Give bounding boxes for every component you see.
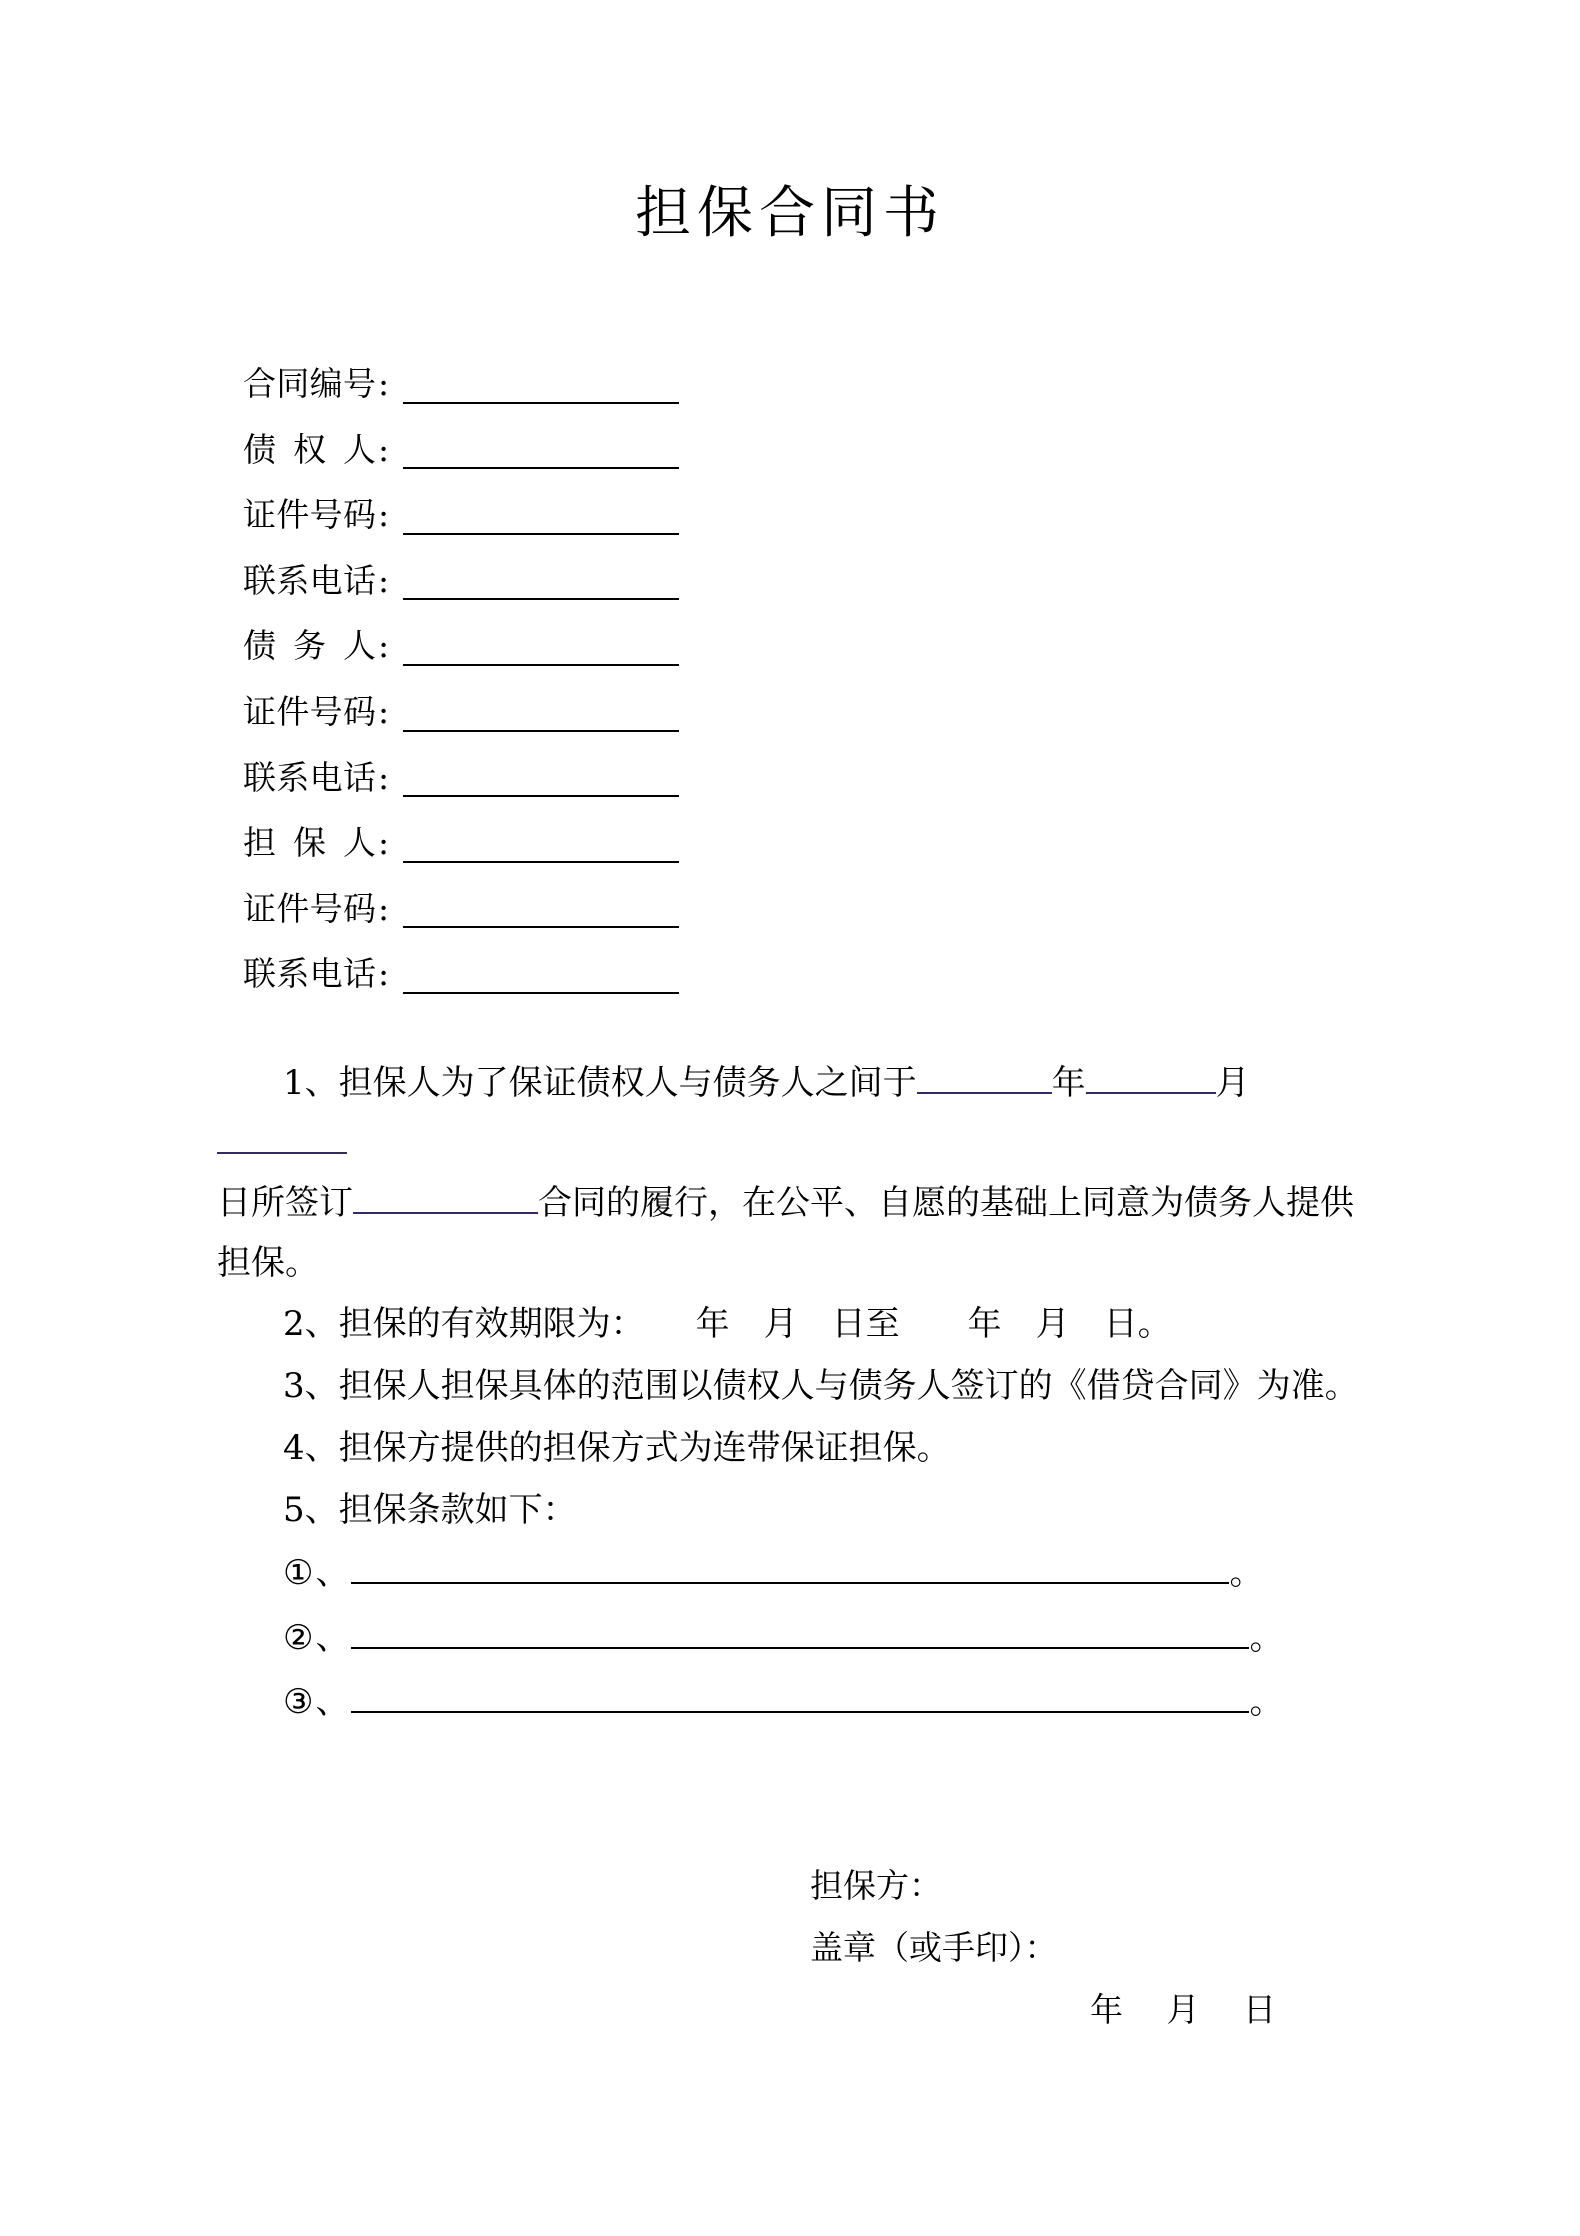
field-blank-line (403, 402, 679, 404)
field-blank-line (403, 467, 679, 469)
clause-text: 月 (1215, 1062, 1250, 1103)
field-colon: : (378, 364, 390, 403)
field-label: 联系电话 (243, 954, 376, 994)
clause-blank-line (353, 1212, 538, 1214)
clause-text: 1、担保人为了保证债权人与债务人之间于 (283, 1062, 917, 1103)
clause-blank-line (217, 1152, 347, 1154)
field-colon: : (378, 823, 390, 863)
clause-1-line (217, 1233, 1368, 1293)
field-row (243, 600, 1368, 666)
term-item (217, 1670, 1368, 1735)
field-label: 联系电话 (243, 757, 376, 797)
field-row (243, 404, 1368, 470)
field-label: 债 权 人 (243, 429, 376, 469)
term-period: 。 (1229, 1552, 1264, 1593)
field-row (243, 666, 1368, 732)
clause-2: 2、担保的有效期限为： 年 月 日至 年 月 日。 (283, 1303, 1172, 1344)
guarantor-party-label: 担保方： (810, 1865, 942, 1905)
field-colon: : (378, 495, 390, 535)
field-row (243, 797, 1368, 863)
clause-1-line (217, 1173, 1368, 1233)
field-label: 债 务 人 (243, 626, 376, 666)
field-row (243, 732, 1368, 798)
field-blank-line (403, 795, 679, 797)
clause-4: 4、担保方提供的担保方式为连带保证担保。 (283, 1427, 951, 1468)
field-colon: : (378, 626, 390, 666)
date-line: 年 月 日 (1090, 1989, 1276, 2029)
field-colon: : (378, 888, 390, 928)
clauses-section (217, 1053, 1368, 1735)
clause-1 (217, 1053, 1368, 1293)
term-item (217, 1541, 1368, 1606)
seal-or-fingerprint-label: 盖章（或手印）： (810, 1927, 1058, 1967)
clause-blank-line (917, 1092, 1052, 1094)
signature-block (217, 1855, 1368, 2041)
clause-3: 3、担保人担保具体的范围以债权人与债务人签订的《借贷合同》为准。 (283, 1365, 1359, 1406)
field-label: 证件号码 (243, 691, 376, 731)
field-label: 联系电话 (243, 560, 376, 600)
document-content (217, 338, 1368, 2041)
field-colon: : (378, 954, 390, 994)
field-row (243, 928, 1368, 994)
clause-terms-list (217, 1541, 1368, 1735)
term-marker: ①、 (283, 1552, 352, 1593)
term-item (217, 1606, 1368, 1671)
field-blank-line (403, 992, 679, 994)
field-row (243, 469, 1368, 535)
field-blank-line (403, 598, 679, 600)
clause-text: 合同的履行，在公平、自愿的基础上同意为债务人提供 (538, 1182, 1354, 1223)
field-row (243, 338, 1368, 404)
term-marker: ②、 (283, 1617, 352, 1658)
field-label: 证件号码 (243, 888, 376, 928)
clause-1-line (217, 1053, 1368, 1173)
field-label: 担 保 人 (243, 823, 376, 863)
field-row (243, 535, 1368, 601)
document-title: 担保合同书 (635, 181, 945, 246)
term-blank-line (351, 1711, 1249, 1713)
field-colon: : (378, 757, 390, 797)
field-label: 证件号码 (243, 495, 376, 535)
term-period: 。 (1249, 1617, 1284, 1658)
field-colon: : (378, 429, 390, 469)
field-label: 合同编号 (243, 364, 376, 403)
field-blank-line (403, 664, 679, 666)
field-blank-line (403, 730, 679, 732)
term-blank-line (351, 1647, 1249, 1649)
field-blank-line (403, 926, 679, 928)
term-marker: ③、 (283, 1682, 352, 1723)
field-blank-line (403, 861, 679, 863)
term-blank-line (351, 1582, 1229, 1584)
field-row (243, 863, 1368, 929)
clause-text: 担保。 (217, 1242, 319, 1283)
clause-text: 年 (1051, 1062, 1086, 1103)
clause-5: 5、担保条款如下： (283, 1489, 577, 1530)
clause-text: 日所签订 (217, 1182, 353, 1223)
field-colon: : (378, 691, 390, 731)
party-fields (243, 338, 1368, 994)
term-period: 。 (1249, 1682, 1284, 1723)
field-colon: : (378, 560, 390, 600)
clause-blank-line (1086, 1092, 1216, 1094)
field-blank-line (403, 533, 679, 535)
